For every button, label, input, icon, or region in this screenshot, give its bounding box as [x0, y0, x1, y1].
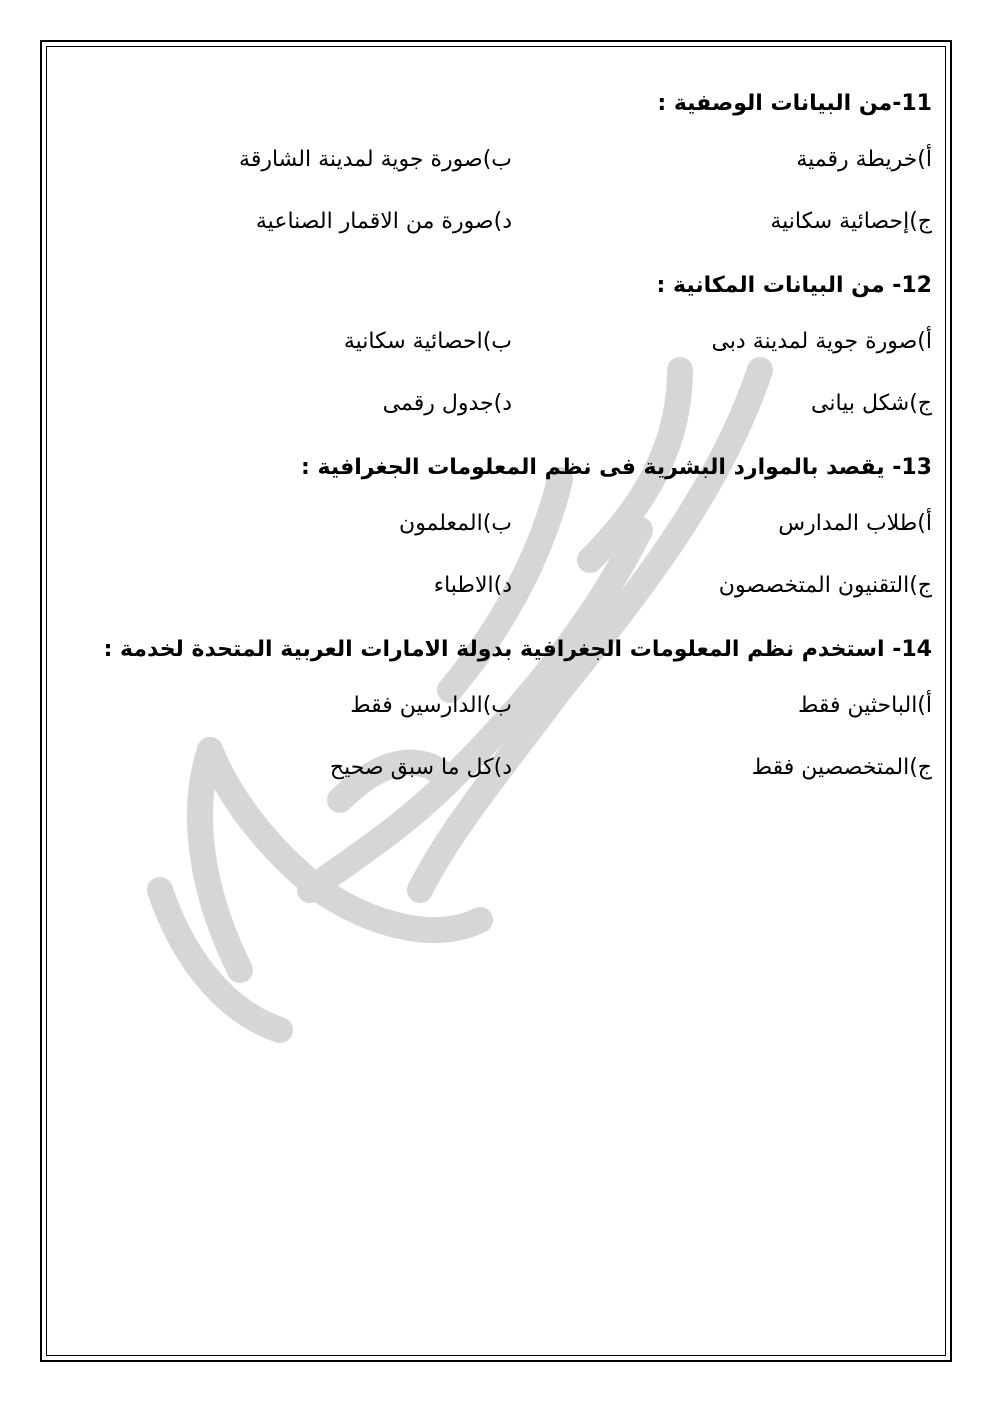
option-a: أ)صورة جوية لمدينة دبى — [711, 329, 932, 354]
options-row — [60, 559, 932, 621]
options-row — [60, 133, 932, 195]
option-d: د)الاطباء — [433, 573, 512, 598]
option-b: ب)المعلمون — [399, 511, 512, 536]
options-row — [60, 377, 932, 439]
options-row — [60, 679, 932, 741]
option-c: ج)المتخصصين فقط — [751, 755, 932, 780]
question-title-14: 14- استخدم نظم المعلومات الجغرافية بدولة الامارات العربية المتحدة لخدمة : — [103, 637, 932, 662]
option-c: ج)التقنيون المتخصصون — [718, 573, 932, 598]
question-title-12: 12- من البيانات المكانية : — [656, 273, 932, 298]
option-d: د)جدول رقمى — [382, 391, 512, 416]
option-a: أ)الباحثين فقط — [798, 693, 932, 718]
option-a: أ)طلاب المدارس — [778, 511, 932, 536]
options-row — [60, 315, 932, 377]
options-row — [60, 497, 932, 559]
option-d: د)صورة من الاقمار الصناعية — [255, 209, 512, 234]
question-title-11: 11-من البيانات الوصفية : — [657, 91, 932, 116]
option-b: ب)احصائية سكانية — [343, 329, 512, 354]
question-sheet — [60, 75, 932, 803]
option-b: ب)صورة جوية لمدينة الشارقة — [239, 147, 512, 172]
option-c: ج)شكل بيانى — [811, 391, 932, 416]
option-d: د)كل ما سبق صحيح — [329, 755, 512, 780]
options-row — [60, 195, 932, 257]
option-c: ج)إحصائية سكانية — [770, 209, 932, 234]
option-a: أ)خريطة رقمية — [796, 147, 932, 172]
options-row — [60, 741, 932, 803]
option-b: ب)الدارسين فقط — [350, 693, 512, 718]
question-title-13: 13- يقصد بالموارد البشرية فى نظم المعلومات الجغرافية : — [301, 455, 932, 480]
